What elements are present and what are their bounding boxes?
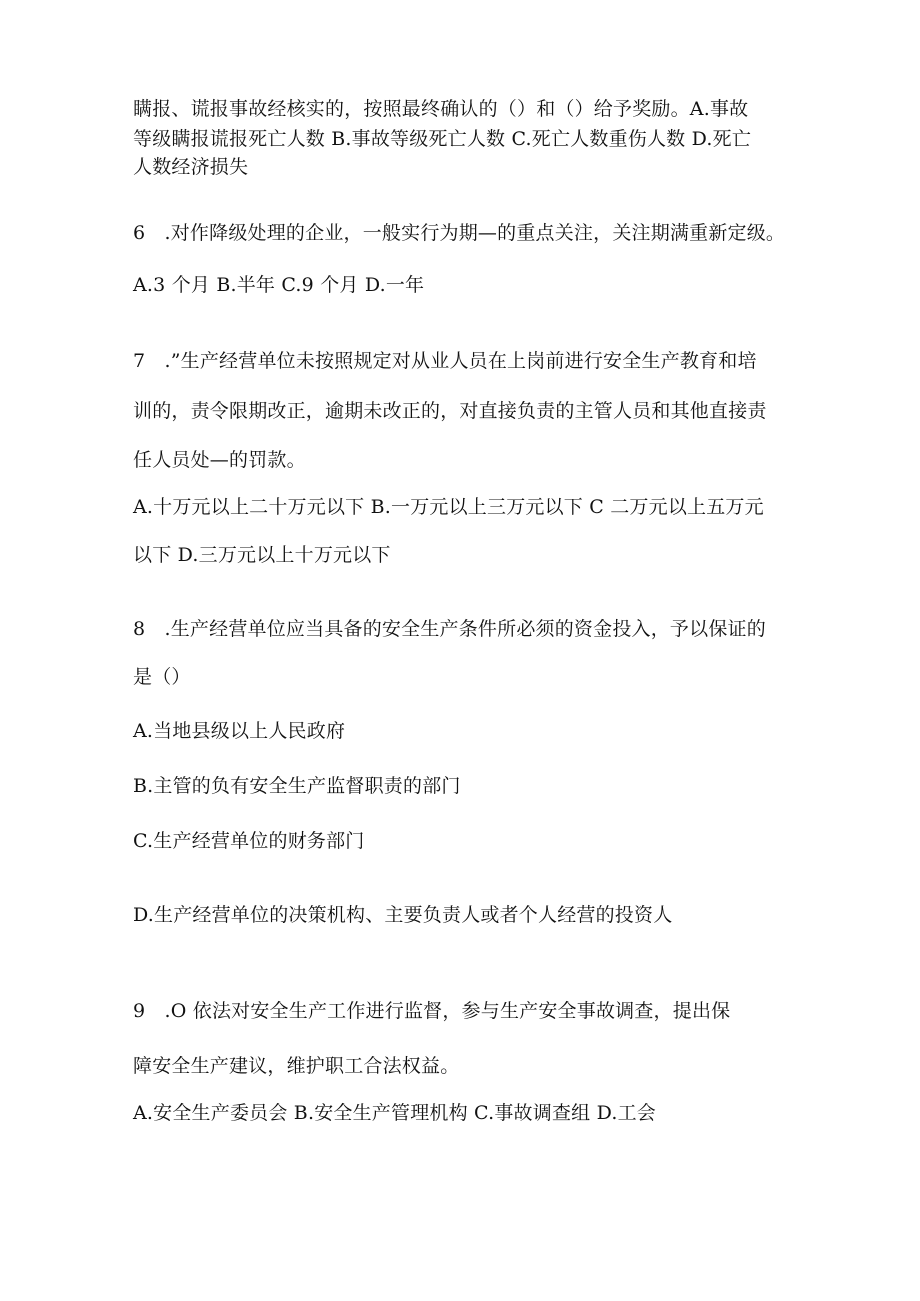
q8-option-b: B.主管的负有安全生产监督职责的部门 bbox=[133, 775, 461, 797]
q5-line-1: 瞒报、谎报事故经核实的，按照最终确认的（）和（）给予奖励。A.事故 bbox=[133, 98, 749, 120]
q7-options-line-1: A.十万元以上二十万元以下 B.一万元以上三万元以下 C 二万元以上五万元 bbox=[133, 496, 764, 518]
q6-stem: 6 .对作降级处理的企业，一般实行为期—的重点关注，关注期满重新定级。 bbox=[133, 222, 786, 244]
q9-options: A.安全生产委员会 B.安全生产管理机构 C.事故调查组 D.工会 bbox=[133, 1102, 656, 1124]
q9-stem-line-2: 障安全生产建议，维护职工合法权益。 bbox=[133, 1055, 460, 1077]
q7-stem-line-1: 7 .”生产经营单位未按照规定对从业人员在上岗前进行安全生产教育和培 bbox=[133, 350, 757, 372]
q5-line-2: 等级瞒报谎报死亡人数 B.事故等级死亡人数 C.死亡人数重伤人数 D.死亡 bbox=[133, 128, 752, 150]
q5-line-3: 人数经济损失 bbox=[133, 156, 249, 178]
q9-stem-line-1: 9 .O 依法对安全生产工作进行监督，参与生产安全事故调查，提出保 bbox=[133, 1000, 731, 1022]
q8-stem-line-1: 8 .生产经营单位应当具备的安全生产条件所必须的资金投入，予以保证的 bbox=[133, 618, 766, 640]
q8-option-c: C.生产经营单位的财务部门 bbox=[133, 830, 365, 852]
q7-stem-line-3: 任人员处—的罚款。 bbox=[133, 449, 306, 471]
q8-stem-line-2: 是（） bbox=[133, 666, 191, 688]
q7-options-line-2: 以下 D.三万元以上十万元以下 bbox=[133, 544, 391, 566]
q8-option-a: A.当地县级以上人民政府 bbox=[133, 720, 346, 742]
q7-stem-line-2: 训的，责令限期改正，逾期未改正的，对直接负责的主管人员和其他直接责 bbox=[133, 400, 767, 422]
q6-options: A.3 个月 B.半年 C.9 个月 D.一年 bbox=[133, 274, 425, 296]
q8-option-d: D.生产经营单位的决策机构、主要负责人或者个人经营的投资人 bbox=[133, 904, 673, 926]
